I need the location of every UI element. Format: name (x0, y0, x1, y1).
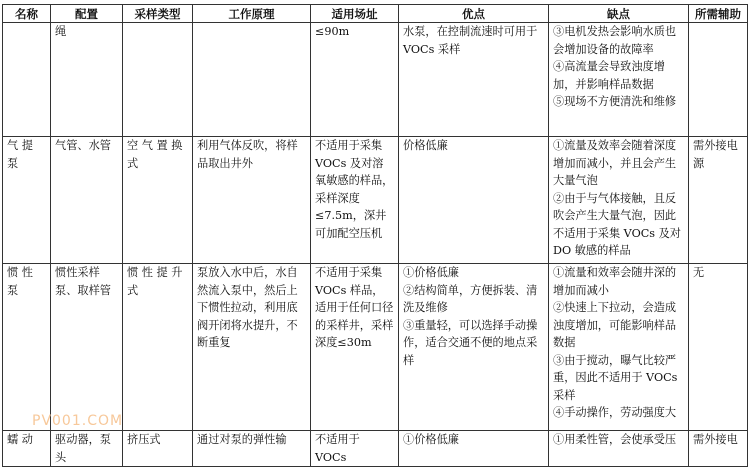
cell-disadvantages (549, 23, 689, 137)
cell-type (123, 23, 193, 137)
advantage-item: ③重量轻，可以选择手动操作，适合交通不便的地点采样 (403, 318, 538, 367)
cell-type: 挤压式 (123, 431, 193, 467)
disadvantage-item: ②由于与气体接触，且反吹会产生大量气泡，因此不适用于采集 VOCs 及对DO 敏感的样品 (553, 191, 681, 257)
cell-type: 惯 性 提 升式 (123, 264, 193, 431)
cell-disadvantages (549, 264, 689, 431)
disadvantage-item: ②快速上下拉动，会造成浊度增加，可能影响样品数据 (553, 301, 677, 349)
header-aux: 所需辅助 (689, 5, 748, 23)
header-principle: 工作原理 (193, 5, 311, 23)
watermark: PV001.COM (32, 413, 124, 429)
cell-config: 驱动器，泵头 (51, 431, 123, 467)
advantage-item: 价格低廉 (403, 139, 448, 152)
table-row (3, 137, 748, 264)
cell-advantages (399, 264, 549, 431)
header-name: 名称 (3, 5, 51, 23)
cell-site: 不适用于 VOCs (311, 431, 399, 467)
cell-site: 不适用于采集VOCs 及对溶氧敏感的样品，采样深度≤7.5m，深井可加配空压机 (311, 137, 399, 264)
disadvantage-item: ④高流量会导致浊度增加，并影响样品数据 (553, 60, 665, 91)
cell-aux: 无 (689, 264, 748, 431)
disadvantage-item: ③电机发热会影响水质也会增加设备的故障率 (553, 25, 677, 56)
advantage-item: ①价格低廉 (403, 433, 459, 446)
advantage-item: ①价格低廉 (403, 266, 459, 279)
disadvantage-item: ①流量和效率会随井深的增加而减小 (553, 266, 677, 297)
header-advantages: 优点 (399, 5, 549, 23)
cell-principle (193, 23, 311, 137)
comparison-table (2, 4, 748, 467)
header-disadvantages: 缺点 (549, 5, 689, 23)
disadvantage-item: ①流量及效率会随着深度增加而减小，并且会产生大量气泡 (553, 139, 677, 187)
cell-config: 绳 (51, 23, 123, 137)
cell-aux (689, 23, 748, 137)
disadvantage-item: ⑤现场不方便清洗和维修 (553, 95, 677, 108)
cell-name (3, 23, 51, 137)
table-row (3, 23, 748, 137)
cell-name: 气 提 泵 (3, 137, 51, 264)
cell-advantages (399, 23, 549, 137)
cell-aux: 需外接电源 (689, 137, 748, 264)
cell-name: 惯 性 泵 (3, 264, 51, 431)
cell-principle: 利用气体反吹，将样品取出井外 (193, 137, 311, 264)
cell-config: 惯性采样泵、取样管 (51, 264, 123, 431)
cell-advantages (399, 137, 549, 264)
cell-site: 不适用于采集VOCs 样品，适用于任何口径的采样井，采样深度≤30m (311, 264, 399, 431)
cell-principle: 泵放入水中后，水自然流入泵中，然后上下惯性拉动，利用底阀开闭将水提升，不断重复 (193, 264, 311, 431)
disadvantage-item: ①用柔性管，会使承受压 (553, 433, 677, 446)
header-config: 配置 (51, 5, 123, 23)
table-row (3, 264, 748, 431)
advantage-item: 水泵，在控制流速时可用于VOCs 采样 (403, 25, 538, 56)
cell-aux: 需外接电 (689, 431, 748, 467)
header-site: 适用场址 (311, 5, 399, 23)
advantage-item: ②结构简单，方便拆装、清洗及维修 (403, 283, 538, 314)
disadvantage-item: ④手动操作，劳动强度大 (553, 406, 677, 419)
cell-site: ≤90m (311, 23, 399, 137)
cell-disadvantages (549, 137, 689, 264)
cell-type: 空 气 置 换式 (123, 137, 193, 264)
header-row (3, 5, 748, 23)
header-type: 采样类型 (123, 5, 193, 23)
disadvantage-item: ③由于搅动，曝气比较严重，因此不适用于 VOCs采样 (553, 353, 678, 402)
cell-name: 蠕 动 (3, 431, 51, 467)
cell-config: 气管、水管 (51, 137, 123, 264)
cell-principle: 通过对泵的弹性输 (193, 431, 311, 467)
